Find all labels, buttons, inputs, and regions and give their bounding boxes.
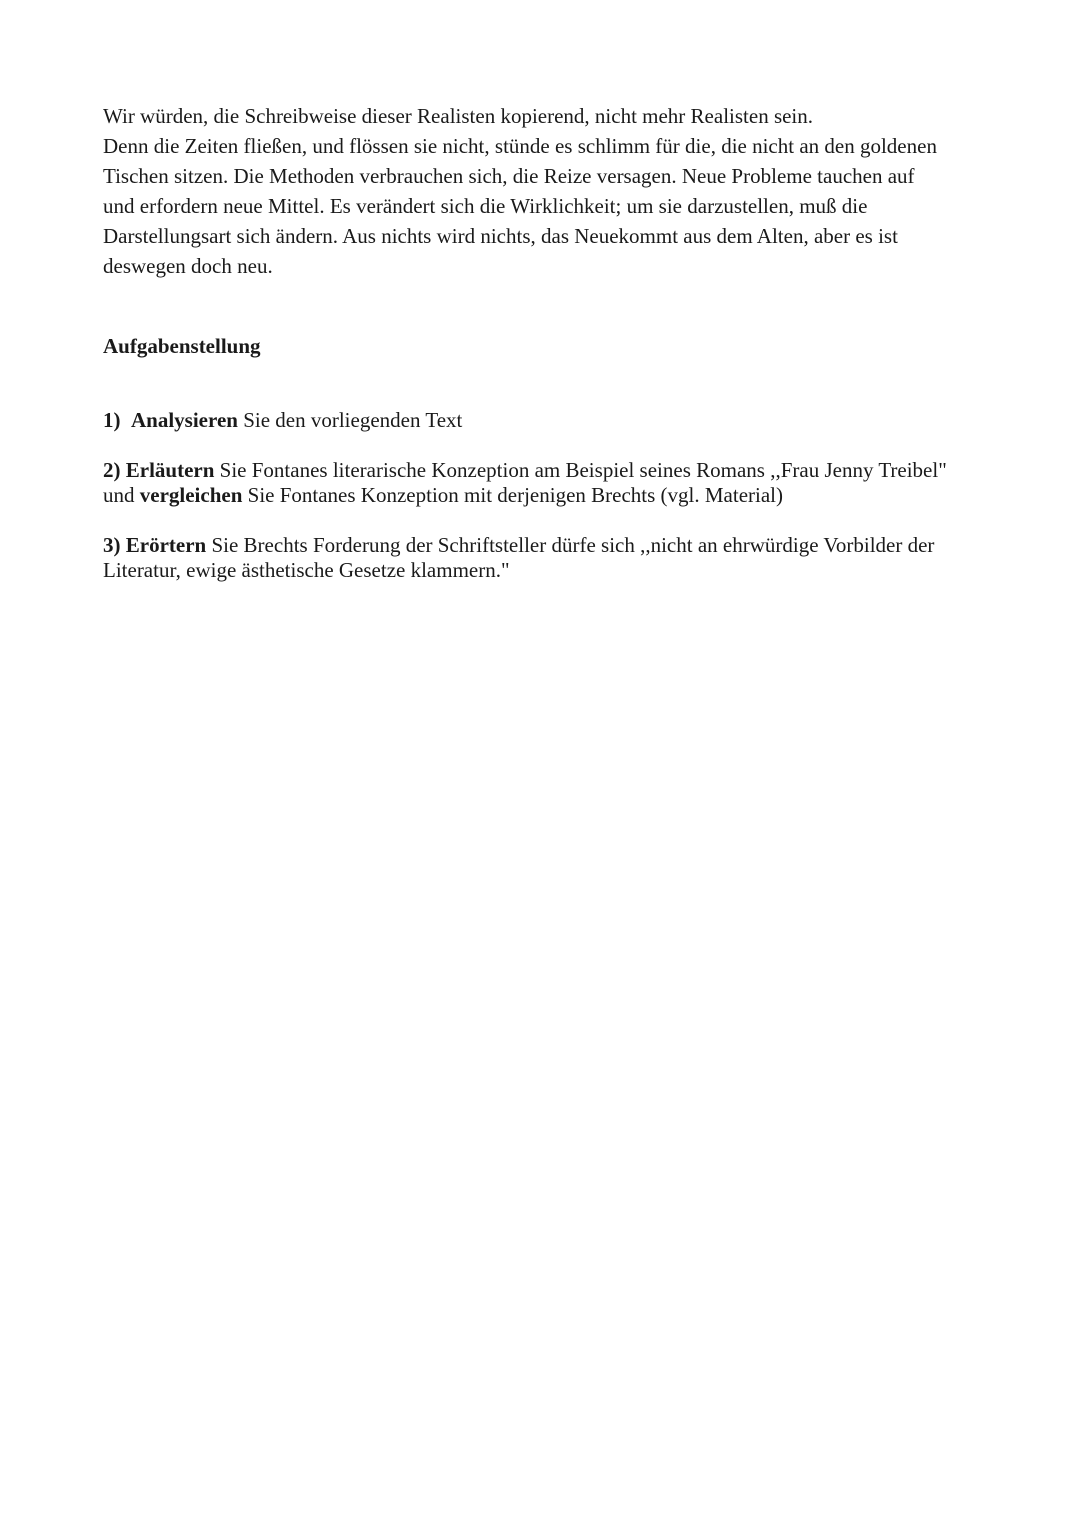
task-3-line-1 [103,533,1003,558]
task-2-line2-verb: vergleichen [139,483,243,507]
task-2-text: Sie Fontanes literarische Konzeption am Beispiel seines Romans ,,Frau Jenny Treibel" [214,458,947,482]
task-2-line2-prefix: und [103,483,140,507]
task-1-line [103,408,1003,433]
quote-line: Wir würden, die Schreibweise dieser Realisten kopierend, nicht mehr Realisten sein. [103,104,814,128]
quote-line: und erfordern neue Mittel. Es verändert sich die Wirklichkeit; um sie darzustellen, muß die [103,194,868,218]
task-3 [103,533,1003,583]
task-1-text: Sie den vorliegenden Text [237,408,463,432]
quote-line: deswegen doch neu. [103,254,273,278]
task-2-line-1 [103,458,1003,483]
task-3-verb: Erörtern [125,533,207,557]
task-1-number: 1) [103,408,121,432]
task-2-line2-text: Sie Fontanes Konzeption mit derjenigen Brechts (vgl. Material) [242,483,784,507]
task-2-line-2 [103,483,1003,508]
task-2-number: 2) [103,458,121,482]
task-3-line-2: Literatur, ewige ästhetische Gesetze klammern." [103,558,510,582]
task-1-verb: Analysieren [131,408,238,432]
quote-line: Darstellungsart sich ändern. Aus nichts wird nichts, das Neuekommt aus dem Alten, aber es ist [103,224,898,248]
task-2-verb: Erläutern [125,458,215,482]
quote-line: Tischen sitzen. Die Methoden verbrauchen sich, die Reize versagen. Neue Probleme tauchen auf [103,164,915,188]
section-heading: Aufgabenstellung [103,334,261,358]
quote-paragraph [103,101,983,281]
task-3-number: 3) [103,533,121,557]
task-2 [103,458,1003,508]
task-1 [103,408,1003,433]
task-3-text: Sie Brechts Forderung der Schriftsteller dürfe sich ,,nicht an ehrwürdige Vorbilder der [206,533,935,557]
quote-line: Denn die Zeiten fließen, und flössen sie nicht, stünde es schlimm für die, die nicht an den goldenen [103,134,937,158]
